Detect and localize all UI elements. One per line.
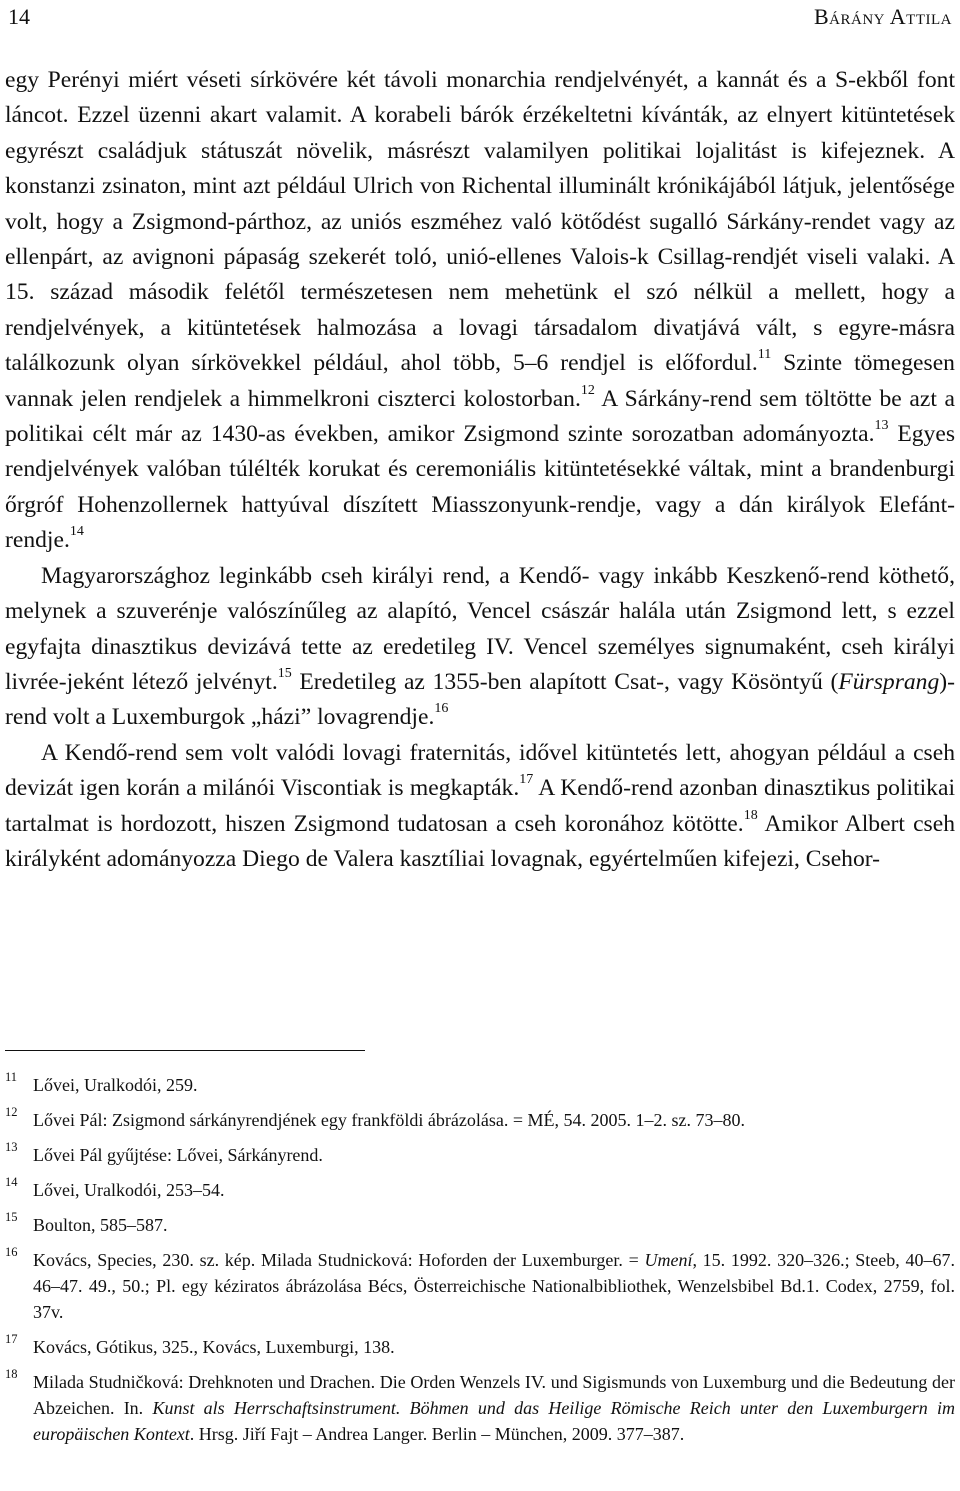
footnote-text: Kovács, Species, 230. sz. kép. Milada Studnicková: Hoforden der Luxemburger. = (33, 1250, 645, 1270)
text-run: A Kendő-rend azonban dinasztikus politikai tartalmat is hordozott, hiszen Zsigmond tudatosan a cseh koronához kötötte. (5, 775, 956, 837)
paragraph-3 (5, 736, 955, 878)
text-run: Amikor Albert cseh királyként adományozza Diego de Valera kasztíliai lovagnak, egyértelműen kifejezi, Csehor- (5, 810, 956, 872)
footnote-separator (5, 1050, 365, 1051)
main-text (5, 63, 955, 877)
page-number: 14 (8, 4, 30, 29)
footnote-text: Lővei, Uralkodói, 253–54. (33, 1180, 225, 1200)
text-run: A Sárkány-rend sem töltötte be azt a politikai célt már az 1430-as években, amikor Zsigmond szinte sorozatban adományozta. (5, 385, 955, 448)
footnote-text: Lővei Pál: Zsigmond sárkányrendjének egy frankföldi ábrázolása. = MÉ, 54. 2005. 1–2. sz. 73–80. (33, 1110, 745, 1130)
footnote-text: Lővei, Uralkodói, 259. (33, 1075, 198, 1095)
text-run: Szinte tömegesen vannak jelen rendjelek a himmelkroni ciszterci kolostorban. (5, 350, 955, 412)
footnote-18 (5, 1369, 955, 1447)
italic-term: Fürsprang (838, 668, 940, 695)
footnotes (5, 1072, 955, 1456)
footnote-text: Lővei Pál gyűjtése: Lővei, Sárkányrend. (33, 1145, 323, 1165)
footnote-ref-16: 16 (434, 701, 449, 717)
footnote-ref-11: 11 (757, 347, 772, 363)
footnote-12 (5, 1107, 955, 1133)
footnote-16 (5, 1247, 955, 1325)
footnote-text: , 15. 1992. 320–326.; Steeb, 40–67. 46–47. 49., 50.; Pl. egy kéziratos ábrázolása Bécs, Österreichische Nationalbibliothek, Wenzelsbibel Bd.1. Codex, 2759, fol. 37v. (33, 1250, 955, 1322)
text-run: Eredetileg az 1355-ben alapított Csat-, vagy Kösöntyű ( (291, 668, 839, 695)
footnote-text: Kovács, Gótikus, 325., Kovács, Luxemburgi, 138. (33, 1337, 395, 1357)
text-run: A Kendő-rend sem volt valódi lovagi fraternitás, idővel kitüntetés lett, ahogyan például a cseh devizát igen korán a milánói Viscontiak is megkapták. (5, 739, 955, 802)
footnote-text: Milada Studničková: Drehknoten und Drachen. Die Orden Wenzels IV. und Sigismunds von Luxemburg und die Bedeutung der Abzeichen. In. (33, 1372, 955, 1418)
footnote-text: . Hrsg. Jiří Fajt – Andrea Langer. Berlin – München, 2009. 377–387. (189, 1424, 685, 1444)
footnote-ref-13: 13 (874, 418, 889, 434)
footnote-15 (5, 1212, 955, 1238)
footnote-number: 12 (5, 1105, 18, 1119)
footnote-ref-12: 12 (580, 382, 595, 398)
footnote-number: 14 (5, 1175, 18, 1189)
footnote-17 (5, 1334, 955, 1360)
italic-title: Umení (644, 1250, 693, 1270)
footnote-13 (5, 1142, 955, 1168)
paragraph-2 (5, 559, 955, 736)
footnote-ref-17: 17 (519, 772, 534, 788)
running-head: Bárány Attila (814, 4, 952, 29)
text-run: Egyes rendjelvények valóban túlélték korukat és ceremoniális kitüntetésekké váltak, mint a brandenburgi őrgróf Hohenzollernek hattyúval díszített Miasszonyunk-rendje, vagy a dán királyok Elefánt-rendje. (5, 421, 955, 554)
footnote-ref-18: 18 (743, 807, 758, 823)
footnote-number: 18 (5, 1367, 18, 1381)
text-run: Magyarországhoz leginkább cseh királyi rend, a Kendő- vagy inkább Keszkenő-rend köthető, melynek a szuverénje valószínűleg az alapító, Vencel császár halála után Zsigmond lett, s ezzel egyfajta dinasztikus devizává tette az eredetileg IV. Vencel személyes signumaként, cseh királyi livrée-jeként létező jelvényt. (5, 562, 955, 695)
footnote-number: 13 (5, 1140, 18, 1154)
footnote-ref-14: 14 (69, 524, 84, 540)
footnote-ref-15: 15 (277, 666, 292, 682)
page-header (8, 4, 952, 30)
text-run: )-rend volt a Luxemburgok „házi” lovagrendje. (5, 668, 955, 731)
footnote-text: Boulton, 585–587. (33, 1215, 168, 1235)
text-run: egy Perényi miért véseti sírkövére két távoli monarchia rendjelvényét, a kannát és a S-ekből font láncot. Ezzel üzenni akart valamit. A korabeli bárók érzékeltetni kívánták, az elnyert kitüntetések egyrészt családjuk státuszát növelik, másrészt valamilyen politikai lojalitást is kifejeznek. A konstanzi zsinaton, mint azt például Ulrich von Richental illuminált krónikájából látjuk, jelentősége volt, hogy a Zsigmond-párthoz, az uniós eszméhez való kötődést sugalló Sárkány-rendet vagy az ellenpárt, az avignoni pápaság szekerét toló, unió-ellenes Valois-k Csillag-rendjét viseli valaki. A 15. század második felétől természetesen nem mehetünk el szó nélkül a mellett, hogy a rendjelvények, a kitüntetések halmozása a lovagi társadalom divatjává vált, s egyre-másra találkozunk olyan sírkövekkel például, ahol több, 5–6 rendjel is előfordul. (5, 67, 955, 377)
footnote-number: 11 (5, 1070, 18, 1084)
italic-title: Kunst als Herrschaftsinstrument. Böhmen und das Heilige Römische Reich unter den Luxemburgern im europäischen Kontext (33, 1398, 956, 1444)
footnote-14 (5, 1177, 955, 1203)
footnote-number: 17 (5, 1332, 18, 1346)
footnote-11 (5, 1072, 955, 1098)
paragraph-1 (5, 63, 955, 559)
footnote-number: 15 (5, 1210, 18, 1224)
footnote-number: 16 (5, 1245, 18, 1259)
